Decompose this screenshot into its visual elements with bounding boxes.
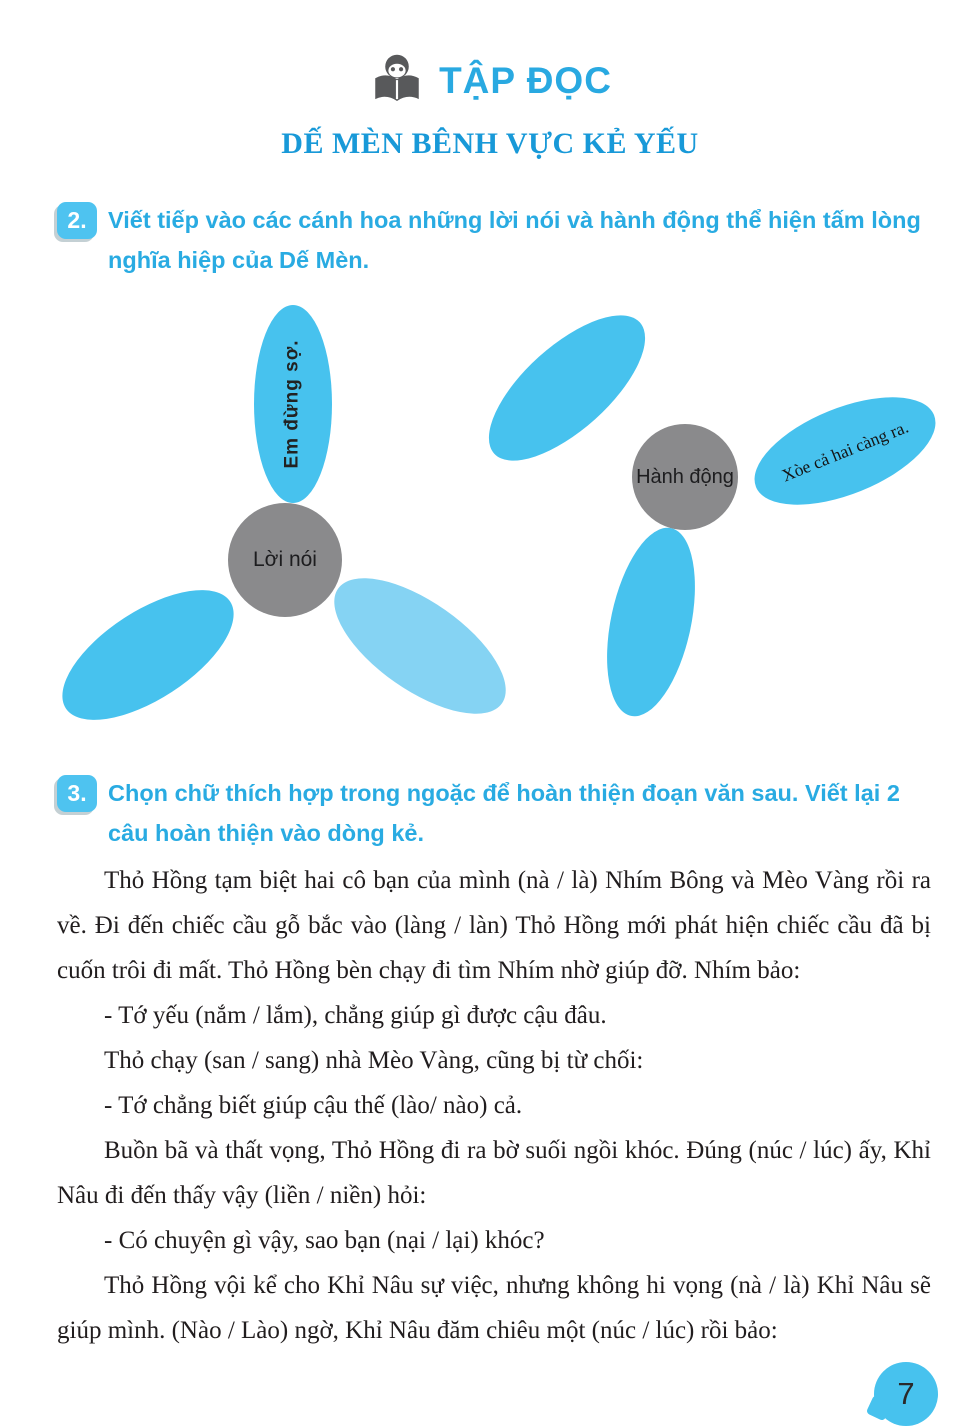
passage-paragraph: - Tớ chẳng biết giúp cậu thế (lào/ nào) cả. [104, 1092, 523, 1119]
petal-empty-action-2 [592, 520, 710, 724]
lesson-category-title: TẬP ĐỌC [439, 60, 612, 101]
page-number-badge [874, 1362, 938, 1426]
exercise-3-number-badge: 3. [57, 775, 97, 812]
reading-person-icon [368, 52, 426, 110]
passage [57, 858, 931, 1353]
flower-center-loi-noi [228, 503, 342, 617]
passage-paragraph: - Tớ yếu (nắm / lắm), chẳng giúp gì được cậu đâu. [104, 1002, 607, 1029]
passage-paragraph: Thỏ chạy (san / sang) nhà Mèo Vàng, cũng bị từ chối: [104, 1047, 644, 1074]
flower-diagram [0, 300, 980, 760]
flower-center-label: Hành động [636, 465, 734, 488]
passage-paragraph: Buồn bã và thất vọng, Thỏ Hồng đi ra bờ suối ngồi khóc. Đúng (núc / lúc) ấy, Khỉ Nâu đi đến thấy vậy (liền / niền) hỏi: [57, 1137, 931, 1209]
petal-label: Xòe cả hai càng ra. [778, 416, 911, 486]
lesson-header [0, 52, 980, 110]
passage-paragraph: Thỏ Hồng tạm biệt hai cô bạn của mình (nà / là) Nhím Bông và Mèo Vàng rồi ra về. Đi đến chiếc cầu gỗ bắc vào (làng / làn) Thỏ Hồng mới phát hiện chiếc cầu đã bị cuốn trôi đi mất. Thỏ Hồng bèn chạy đi tìm Nhím nhờ giúp đỡ. Nhím bảo: [57, 867, 931, 984]
flower-center-label: Lời nói [253, 548, 317, 571]
exercise-3-instruction: Chọn chữ thích hợp trong ngoặc để hoàn thiện đoạn văn sau. Viết lại 2 câu hoàn thiện vào dòng kẻ. [108, 780, 900, 846]
petal-empty-speech-2 [313, 553, 527, 740]
passage-paragraph: Thỏ Hồng vội kể cho Khỉ Nâu sự việc, nhưng không hi vọng (nà / là) Khỉ Nâu sẽ giúp mình. (Nào / Lào) ngờ, Khỉ Nâu đăm chiêu một (núc / lúc) rồi bảo: [57, 1272, 931, 1344]
flower-center-hanh-dong [632, 424, 738, 530]
petal-xoe-ca-hai-cang-ra [740, 375, 950, 527]
passage-paragraph: - Có chuyện gì vậy, sao bạn (nại / lại) khóc? [104, 1227, 545, 1254]
exercise-3 [57, 775, 938, 853]
lesson-title: DẾ MÈN BÊNH VỰC KẺ YẾU [281, 127, 699, 160]
page-number: 7 [897, 1376, 915, 1411]
exercise-2-number-badge: 2. [57, 202, 97, 239]
exercise-2-instruction: Viết tiếp vào các cánh hoa những lời nói và hành động thể hiện tấm lòng nghĩa hiệp của Dế Mèn. [108, 207, 921, 273]
exercise-2 [57, 202, 938, 280]
petal-label: Em đừng sợ. [282, 339, 303, 469]
petal-em-dung-so [254, 305, 332, 503]
petal-empty-speech-1 [42, 565, 254, 746]
